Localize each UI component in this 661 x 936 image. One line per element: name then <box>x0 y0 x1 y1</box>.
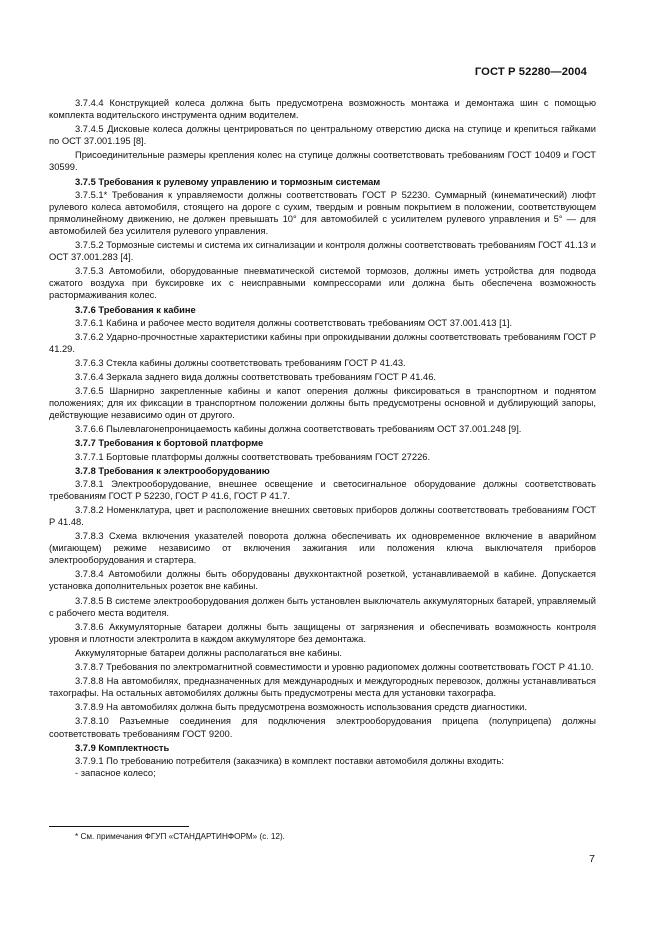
clause-3-7-8-6: 3.7.8.6 Аккумуляторные батареи должны быть защищены от загрязнения и обеспечивать возможность контроля уровня и плотности электролита в каждом аккумуляторе без демонтажа. <box>49 621 596 644</box>
section-heading-3-7-8: 3.7.8 Требования к электрооборудованию <box>75 465 270 476</box>
clause-3-7-4-4: 3.7.4.4 Конструкцией колеса должна быть предусмотрена возможность монтажа и демонтажа шин с помощью комплекта водительского инструмента одним водителем. <box>49 98 596 121</box>
clause-3-7-6-1: 3.7.6.1 Кабина и рабочее место водителя должны соответствовать требованиям ОСТ 37.001.413 [1]. <box>75 317 513 328</box>
page-number: 7 <box>589 853 595 865</box>
document-header: ГОСТ Р 52280—2004 <box>474 66 587 78</box>
clause-3-7-8-10: 3.7.8.10 Разъемные соединения для подключения электрооборудования прицепа (полуприцепа) должны соответствовать требованиям ГОСТ 9200. <box>49 716 596 739</box>
clause-3-7-8-5: 3.7.8.5 В системе электрооборудования должен быть установлен выключатель аккумуляторных батарей, управляемый с рабочего места водителя. <box>49 595 596 618</box>
clause-3-7-8-2: 3.7.8.2 Номенклатура, цвет и расположение внешних световых приборов должны соответствовать требованиям ГОСТ Р 41.48. <box>49 504 596 527</box>
clause-3-7-6-6: 3.7.6.6 Пылевлагонепроницаемость кабины должна соответствовать требованиям ОСТ 37.001.248 [9]. <box>75 424 522 435</box>
list-item-spare-wheel: - запасное колесо; <box>75 767 156 778</box>
clause-3-7-5-1: 3.7.5.1* Требования к управляемости должны соответствовать ГОСТ Р 52230. Суммарный (кинематический) люфт рулевого колеса автомобиля, стоящего на дороге с сухим, твердым и ровным покрытием в положении, соответствующем прямолинейному движению, не должен превышать 10° для автомобилей с усилителем рулевого управления и 5° — для автомобилей без усилителя рулевого управления. <box>49 189 596 236</box>
paragraph-wheel-dimensions: Присоединительные размеры крепления колес на ступице должны соответствовать требованиям ГОСТ 10409 и ГОСТ 30599. <box>49 150 596 173</box>
section-heading-3-7-6: 3.7.6 Требования к кабине <box>75 304 196 315</box>
clause-3-7-7-1: 3.7.7.1 Бортовые платформы должны соответствовать требованиям ГОСТ 27226. <box>75 451 431 462</box>
section-heading-3-7-9: 3.7.9 Комплектность <box>75 742 170 753</box>
clause-3-7-6-2: 3.7.6.2 Ударно-прочностные характеристики кабины при опрокидывании должны соответствовать требованиям ГОСТ Р 41.29. <box>49 331 596 354</box>
clause-3-7-4-5: 3.7.4.5 Дисковые колеса должны центрироваться по центральному отверстию диска на ступице и крепиться гайками по ОСТ 37.001.195 [8]. <box>49 124 596 147</box>
footnote-divider <box>49 826 189 827</box>
clause-3-7-8-1: 3.7.8.1 Электрооборудование, внешнее освещение и светосигнальное оборудование должны соответствовать требованиям ГОСТ Р 52230, ГОСТ Р 41.6, ГОСТ Р 41.7. <box>49 478 596 501</box>
document-body <box>49 97 596 779</box>
section-heading-3-7-7: 3.7.7 Требования к бортовой платформе <box>75 438 264 449</box>
clause-3-7-6-5: 3.7.6.5 Шарнирно закрепленные кабины и капот оперения должны фиксироваться в транспортном и поднятом положениях; для их фиксации в транспортном положении должны быть предусмотрены основной и дублирующий запоры, действующие независимо один от другого. <box>49 386 596 421</box>
clause-3-7-8-3: 3.7.8.3 Схема включения указателей поворота должна обеспечивать их одновременное включение в аварийном (мигающем) режиме независимо от включения зажигания или положения ключа выключателя приборов электрооборудования и стартера. <box>49 531 596 566</box>
clause-3-7-8-7: 3.7.8.7 Требования по электромагнитной совместимости и уровню радиопомех должны соответствовать ГОСТ Р 41.10. <box>75 662 594 673</box>
clause-3-7-5-3: 3.7.5.3 Автомобили, оборудованные пневматической системой тормозов, должны иметь устройства для подвода сжатого воздуха при буксировке их с неисправными компрессорами или должна быть обеспечена возможность растормаживания колес. <box>49 266 596 301</box>
clause-3-7-8-9: 3.7.8.9 На автомобилях должна быть предусмотрена возможность использования средств диагностики. <box>75 702 527 713</box>
clause-3-7-9-1: 3.7.9.1 По требованию потребителя (заказчика) в комплект поставки автомобиля должны входить: <box>75 755 504 766</box>
clause-3-7-8-4: 3.7.8.4 Автомобили должны быть оборудованы двухконтактной розеткой, устанавливаемой в кабине. Допускается установка дополнительных розеток вне кабины. <box>49 569 596 592</box>
clause-3-7-6-4: 3.7.6.4 Зеркала заднего вида должны соответствовать требованиям ГОСТ Р 41.46. <box>75 371 437 382</box>
clause-3-7-6-3: 3.7.6.3 Стекла кабины должны соответствовать требованиям ГОСТ Р 41.43. <box>75 357 406 368</box>
footnote: * См. примечания ФГУП «СТАНДАРТИНФОРМ» (с. 12). <box>75 832 285 841</box>
section-heading-3-7-5: 3.7.5 Требования к рулевому управлению и тормозным системам <box>75 176 381 187</box>
clause-3-7-8-8: 3.7.8.8 На автомобилях, предназначенных для международных и междугородных перевозок, должны устанавливаться тахографы. На остальных автомобилях должны быть предусмотрены места для установки тахографа. <box>49 676 596 699</box>
clause-3-7-5-2: 3.7.5.2 Тормозные системы и система их сигнализации и контроля должны соответствовать требованиям ГОСТ 41.13 и ОСТ 37.001.283 [4]. <box>49 240 596 263</box>
paragraph-battery-location: Аккумуляторные батареи должны располагаться вне кабины. <box>75 647 343 658</box>
